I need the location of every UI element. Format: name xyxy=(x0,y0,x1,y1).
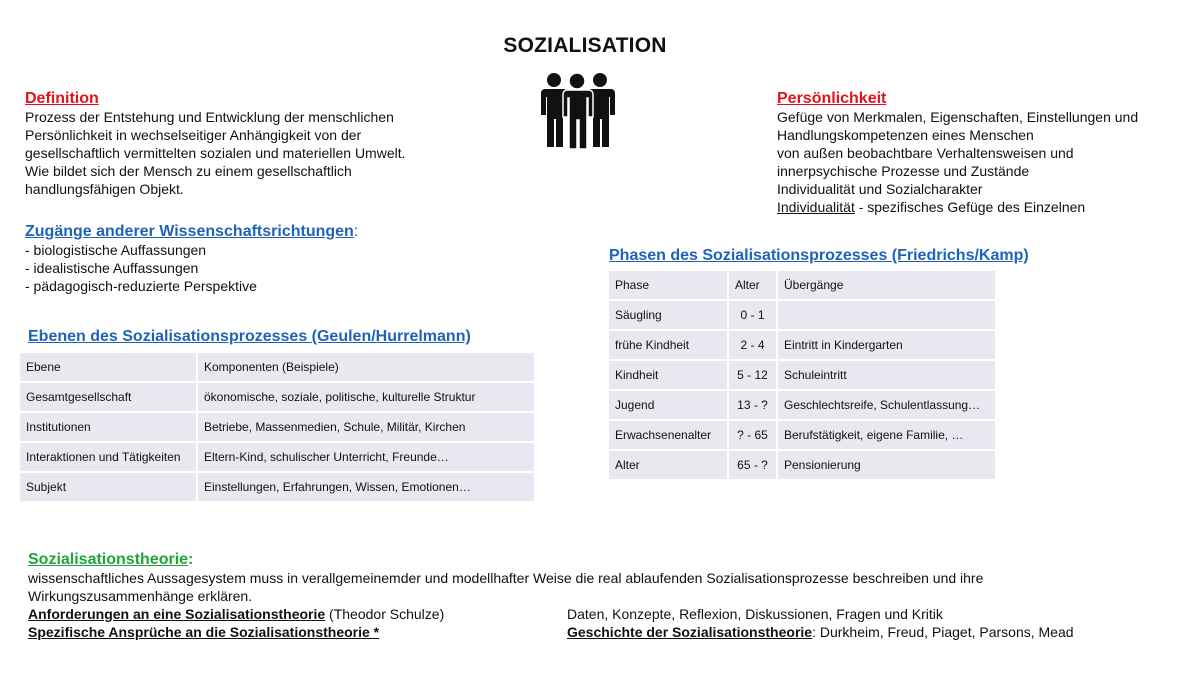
table-cell: Alter xyxy=(729,271,776,299)
persoenlichkeit-line xyxy=(777,198,1138,216)
definition-line: handlungsfähigen Objekt. xyxy=(25,181,184,197)
table-row xyxy=(20,443,534,471)
table-cell: 0 - 1 xyxy=(729,301,776,329)
anforderungen-value: Daten, Konzepte, Reflexion, Diskussionen, Fragen und Kritik xyxy=(567,606,943,622)
table-row xyxy=(20,383,534,411)
ansprueche-label: Spezifische Ansprüche an die Sozialisationstheorie * xyxy=(28,624,380,640)
persoenlichkeit-line: Individualität und Sozialcharakter xyxy=(777,181,983,197)
persoenlichkeit-line: Gefüge von Merkmalen, Eigenschaften, Einstellungen und xyxy=(777,109,1139,125)
table-cell: frühe Kindheit xyxy=(609,331,727,359)
theorie-section xyxy=(28,551,1188,641)
table-cell: 65 - ? xyxy=(729,451,776,479)
individualitaet-definition: - spezifisches Gefüge des Einzelnen xyxy=(854,199,1086,215)
anforderungen-row xyxy=(28,605,1188,623)
table-cell: Gesamtgesellschaft xyxy=(20,383,196,411)
zugaenge-heading: Zugänge anderer Wissenschaftsrichtungen xyxy=(25,223,354,240)
table-header xyxy=(609,271,995,299)
table-cell: Kindheit xyxy=(609,361,727,389)
table-cell: Pensionierung xyxy=(778,451,995,479)
definition-section xyxy=(25,90,406,198)
table-cell: Phase xyxy=(609,271,727,299)
definition-line: gesellschaftlich vermittelten sozialen und materiellen Umwelt. xyxy=(25,145,406,161)
definition-heading: Definition xyxy=(25,90,99,107)
table-cell: 5 - 12 xyxy=(729,361,776,389)
persoenlichkeit-line: innerpsychische Prozesse und Zustände xyxy=(777,163,1030,179)
table-cell: Subjekt xyxy=(20,473,196,501)
table-cell: Geschlechtsreife, Schulentlassung… xyxy=(778,391,995,419)
table-cell: 13 - ? xyxy=(729,391,776,419)
zugaenge-heading-row xyxy=(25,223,358,241)
zugaenge-colon: : xyxy=(353,223,359,240)
table-cell: Institutionen xyxy=(20,413,196,441)
table-cell: Erwachsenenalter xyxy=(609,421,727,449)
table-cell: Einstellungen, Erfahrungen, Wissen, Emotionen… xyxy=(198,473,534,501)
persoenlichkeit-section xyxy=(777,90,1138,216)
ebenen-table xyxy=(18,351,536,503)
ebenen-heading: Ebenen des Sozialisationsprozesses (Geulen/Hurrelmann) xyxy=(28,328,471,345)
table-row xyxy=(609,361,995,389)
table-cell: Berufstätigkeit, eigene Familie, … xyxy=(778,421,995,449)
table-row xyxy=(20,413,534,441)
zugaenge-section xyxy=(25,223,358,295)
persoenlichkeit-heading: Persönlichkeit xyxy=(777,90,887,107)
table-cell: Übergänge xyxy=(778,271,995,299)
table-cell: Alter xyxy=(609,451,727,479)
table-header xyxy=(20,353,534,381)
definition-line: Wie bildet sich der Mensch zu einem gesellschaftlich xyxy=(25,163,352,179)
ansprueche-row xyxy=(28,623,1188,641)
theorie-line: Wirkungszusammenhänge erklären. xyxy=(28,588,253,604)
table-cell: Jugend xyxy=(609,391,727,419)
phasen-heading: Phasen des Sozialisationsprozesses (Friedrichs/Kamp) xyxy=(609,247,1029,264)
theorie-colon: : xyxy=(188,551,194,568)
anforderungen-label: Anforderungen an eine Sozialisationstheorie xyxy=(28,606,326,622)
anforderungen-author: (Theodor Schulze) xyxy=(325,606,445,622)
table-cell: ökonomische, soziale, politische, kulturelle Struktur xyxy=(198,383,534,411)
zugaenge-item: - idealistische Auffassungen xyxy=(25,260,199,276)
persoenlichkeit-line: Handlungskompetenzen eines Menschen xyxy=(777,127,1034,143)
table-cell: Eintritt in Kindergarten xyxy=(778,331,995,359)
table-cell: 2 - 4 xyxy=(729,331,776,359)
table-row xyxy=(609,301,995,329)
table-cell: Ebene xyxy=(20,353,196,381)
zugaenge-item: - biologistische Auffassungen xyxy=(25,242,207,258)
geschichte-label: Geschichte der Sozialisationstheorie xyxy=(567,624,813,640)
theorie-heading-row xyxy=(28,551,1188,569)
theorie-heading: Sozialisationstheorie xyxy=(28,551,189,568)
table-row xyxy=(609,451,995,479)
zugaenge-item: - pädagogisch-reduzierte Perspektive xyxy=(25,278,257,294)
table-cell: Eltern-Kind, schulischer Unterricht, Freunde… xyxy=(198,443,534,471)
table-cell xyxy=(778,301,995,329)
table-cell: Schuleintritt xyxy=(778,361,995,389)
table-row xyxy=(609,331,995,359)
phasen-table xyxy=(607,269,997,481)
geschichte-names: : Durkheim, Freud, Piaget, Parsons, Mead xyxy=(812,624,1074,640)
table-cell: Säugling xyxy=(609,301,727,329)
table-cell: ? - 65 xyxy=(729,421,776,449)
individualitaet-term: Individualität xyxy=(777,199,855,215)
table-cell: Betriebe, Massenmedien, Schule, Militär, Kirchen xyxy=(198,413,534,441)
table-row xyxy=(609,421,995,449)
people-group-icon xyxy=(538,70,616,150)
persoenlichkeit-line: von außen beobachtbare Verhaltensweisen und xyxy=(777,145,1074,161)
definition-line: Prozess der Entstehung und Entwicklung der menschlichen xyxy=(25,109,394,125)
table-cell: Interaktionen und Tätigkeiten xyxy=(20,443,196,471)
geschichte-entry xyxy=(567,623,1074,641)
page-title: SOZIALISATION xyxy=(503,34,667,57)
theorie-line: wissenschaftliches Aussagesystem muss in verallgemeinemder und modellhafter Weise die real ablaufenden Sozialisationsprozesse beschreiben und ihre xyxy=(28,570,984,586)
table-row xyxy=(20,473,534,501)
table-cell: Komponenten (Beispiele) xyxy=(198,353,534,381)
table-row xyxy=(609,391,995,419)
definition-line: Persönlichkeit in wechselseitiger Anhängigkeit von der xyxy=(25,127,362,143)
